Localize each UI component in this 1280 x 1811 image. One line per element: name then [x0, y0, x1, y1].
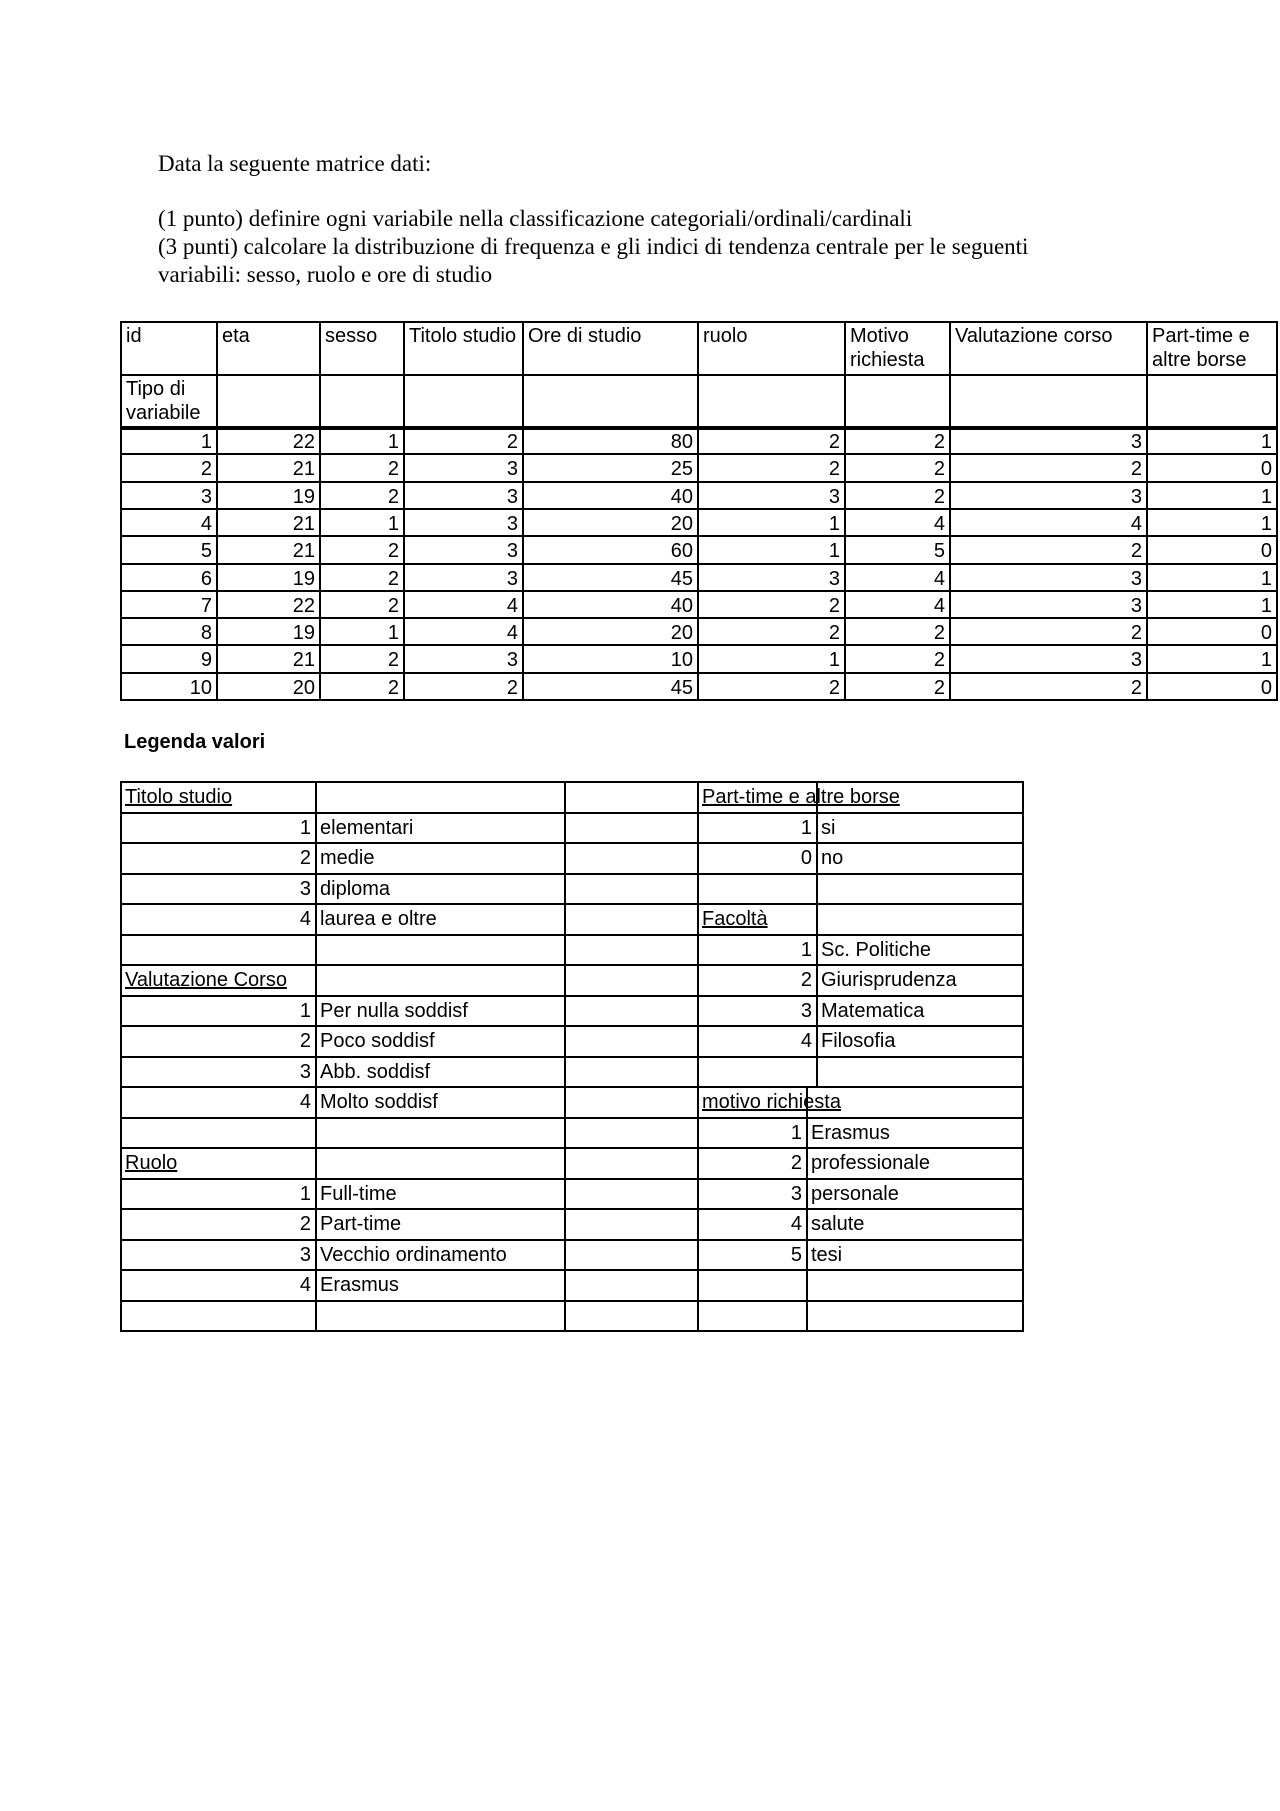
cell-ore-di-studio: 60 — [522, 535, 699, 565]
cell-ruolo: 1 — [697, 644, 846, 674]
tipo-cell-eta — [216, 374, 321, 430]
cell-id: 4 — [120, 508, 218, 537]
cell-titolo-studio: 3 — [403, 453, 524, 483]
spacer-cell — [564, 1178, 699, 1210]
left-code: 3 — [120, 873, 317, 905]
left-code — [120, 934, 317, 966]
right-label: no — [816, 842, 1024, 875]
right-label: professionale — [806, 1147, 1024, 1180]
cell-id: 9 — [120, 644, 218, 674]
cell-part-time: 1 — [1146, 644, 1278, 674]
cell-sesso: 2 — [319, 590, 405, 619]
right-code — [697, 1300, 808, 1332]
header-titolo-studio: Titolo studio — [403, 321, 524, 376]
intro-line-4: variabili: sesso, ruolo e ore di studio — [158, 262, 493, 287]
right-section-header: Part-time e altre borse — [697, 781, 818, 814]
cell-sesso: 2 — [319, 535, 405, 565]
left-code — [120, 1300, 317, 1332]
right-code — [697, 1056, 818, 1088]
cell-eta: 21 — [216, 508, 321, 537]
tipo-cell-titolo-studio — [403, 374, 524, 430]
left-code: 1 — [120, 995, 317, 1027]
right-label: si — [816, 812, 1024, 844]
cell-ore-di-studio: 80 — [522, 426, 699, 455]
spacer-cell — [564, 934, 699, 966]
cell-sesso: 1 — [319, 426, 405, 455]
header-ruolo: ruolo — [697, 321, 846, 376]
cell-id: 3 — [120, 481, 218, 510]
cell-ruolo: 2 — [697, 672, 846, 701]
cell-motivo-richiesta: 2 — [844, 453, 951, 483]
left-label — [315, 1117, 566, 1149]
spacer-cell — [564, 903, 699, 936]
intro-text — [158, 150, 1258, 289]
left-label — [315, 934, 566, 966]
spacer-cell — [564, 1056, 699, 1088]
cell-eta: 19 — [216, 617, 321, 646]
cell-id: 10 — [120, 672, 218, 701]
spacer-cell — [564, 1269, 699, 1302]
right-label: Sc. Politiche — [816, 934, 1024, 966]
right-code: 2 — [697, 1147, 808, 1180]
cell-ruolo: 1 — [697, 535, 846, 565]
left-code: 2 — [120, 1025, 317, 1058]
cell-titolo-studio: 3 — [403, 535, 524, 565]
cell-part-time: 0 — [1146, 453, 1278, 483]
left-label: Part-time — [315, 1208, 566, 1241]
cell-ore-di-studio: 20 — [522, 617, 699, 646]
left-section-header: Valutazione Corso — [120, 964, 317, 997]
spacer-cell — [564, 1147, 699, 1180]
cell-ore-di-studio: 40 — [522, 481, 699, 510]
cell-motivo-richiesta: 2 — [844, 672, 951, 701]
right-code: 0 — [697, 842, 818, 875]
cell-valutazione-corso: 3 — [949, 590, 1148, 619]
cell-titolo-studio: 3 — [403, 563, 524, 592]
cell-motivo-richiesta: 5 — [844, 535, 951, 565]
tipo-cell-valutazione-corso — [949, 374, 1148, 430]
cell-id: 5 — [120, 535, 218, 565]
cell-ore-di-studio: 20 — [522, 508, 699, 537]
right-label: personale — [806, 1178, 1024, 1210]
cell-sesso: 1 — [319, 508, 405, 537]
right-code: 1 — [697, 934, 818, 966]
cell-titolo-studio: 3 — [403, 644, 524, 674]
right-code — [697, 873, 818, 905]
right-code: 4 — [697, 1208, 808, 1241]
header-part-time: Part-time e altre borse — [1146, 321, 1278, 376]
cell-part-time: 1 — [1146, 563, 1278, 592]
left-code: 3 — [120, 1056, 317, 1088]
cell-sesso: 2 — [319, 453, 405, 483]
tipo-cell-sesso — [319, 374, 405, 430]
cell-valutazione-corso: 2 — [949, 535, 1148, 565]
spacer-cell — [564, 812, 699, 844]
cell-eta: 21 — [216, 644, 321, 674]
right-section-header: motivo richiesta — [697, 1086, 808, 1119]
tipo-cell-motivo-richiesta — [844, 374, 951, 430]
right-label: Filosofia — [816, 1025, 1024, 1058]
left-label: Poco soddisf — [315, 1025, 566, 1058]
cell-eta: 21 — [216, 535, 321, 565]
intro-line-2: (1 punto) definire ogni variabile nella classificazione categoriali/ordinali/cardinali — [158, 206, 913, 231]
left-code: 4 — [120, 1269, 317, 1302]
cell-valutazione-corso: 3 — [949, 481, 1148, 510]
cell-ruolo: 2 — [697, 426, 846, 455]
cell-valutazione-corso: 3 — [949, 563, 1148, 592]
spacer-cell — [564, 964, 699, 997]
cell-valutazione-corso: 3 — [949, 426, 1148, 455]
cell-sesso: 2 — [319, 481, 405, 510]
cell-ore-di-studio: 25 — [522, 453, 699, 483]
cell-valutazione-corso: 4 — [949, 508, 1148, 537]
header-motivo-richiesta: Motivo richiesta — [844, 321, 951, 376]
left-label: laurea e oltre — [315, 903, 566, 936]
cell-part-time: 0 — [1146, 535, 1278, 565]
intro-line-3: (3 punti) calcolare la distribuzione di frequenza e gli indici di tendenza centrale per le seguenti — [158, 234, 1029, 259]
left-label: Erasmus — [315, 1269, 566, 1302]
right-code: 1 — [697, 812, 818, 844]
cell-titolo-studio: 2 — [403, 672, 524, 701]
spacer-cell — [564, 1239, 699, 1271]
cell-part-time: 1 — [1146, 508, 1278, 537]
left-code: 1 — [120, 812, 317, 844]
right-code: 3 — [697, 1178, 808, 1210]
left-label: Full-time — [315, 1178, 566, 1210]
cell-motivo-richiesta: 2 — [844, 644, 951, 674]
cell-titolo-studio: 2 — [403, 426, 524, 455]
spacer-cell — [564, 842, 699, 875]
legend-title: Legenda valori — [124, 731, 266, 753]
cell-eta: 22 — [216, 590, 321, 619]
left-label: medie — [315, 842, 566, 875]
cell-titolo-studio: 4 — [403, 617, 524, 646]
cell-motivo-richiesta: 4 — [844, 508, 951, 537]
cell-id: 2 — [120, 453, 218, 483]
cell-ore-di-studio: 45 — [522, 563, 699, 592]
cell-eta: 21 — [216, 453, 321, 483]
left-code: 4 — [120, 1086, 317, 1119]
right-code: 1 — [697, 1117, 808, 1149]
right-code: 5 — [697, 1239, 808, 1271]
cell-ruolo: 3 — [697, 563, 846, 592]
left-empty-cell — [315, 964, 566, 997]
cell-id: 1 — [120, 426, 218, 455]
left-label: diploma — [315, 873, 566, 905]
spacer-cell — [564, 1086, 699, 1119]
cell-sesso: 2 — [319, 672, 405, 701]
right-label: tesi — [806, 1239, 1024, 1271]
cell-valutazione-corso: 3 — [949, 644, 1148, 674]
left-label: Abb. soddisf — [315, 1056, 566, 1088]
tipo-cell-ruolo — [697, 374, 846, 430]
right-empty-cell — [816, 903, 1024, 936]
spacer-cell — [564, 1300, 699, 1332]
cell-ruolo: 2 — [697, 453, 846, 483]
left-section-header: Ruolo — [120, 1147, 317, 1180]
cell-id: 8 — [120, 617, 218, 646]
cell-ruolo: 3 — [697, 481, 846, 510]
cell-valutazione-corso: 2 — [949, 672, 1148, 701]
cell-ore-di-studio: 40 — [522, 590, 699, 619]
right-code: 3 — [697, 995, 818, 1027]
cell-motivo-richiesta: 2 — [844, 617, 951, 646]
tipo-cell-part-time — [1146, 374, 1278, 430]
spacer-cell — [564, 1025, 699, 1058]
right-label: salute — [806, 1208, 1024, 1241]
right-label — [806, 1300, 1024, 1332]
cell-part-time: 1 — [1146, 590, 1278, 619]
header-id: id — [120, 321, 218, 376]
cell-eta: 19 — [216, 563, 321, 592]
left-empty-cell — [315, 1147, 566, 1180]
cell-titolo-studio: 3 — [403, 508, 524, 537]
left-label: Per nulla soddisf — [315, 995, 566, 1027]
left-label: elementari — [315, 812, 566, 844]
cell-motivo-richiesta: 4 — [844, 563, 951, 592]
cell-eta: 22 — [216, 426, 321, 455]
cell-eta: 20 — [216, 672, 321, 701]
left-label — [315, 1300, 566, 1332]
cell-motivo-richiesta: 2 — [844, 426, 951, 455]
right-label — [816, 1056, 1024, 1088]
cell-sesso: 2 — [319, 563, 405, 592]
cell-ruolo: 2 — [697, 590, 846, 619]
header-ore-di-studio: Ore di studio — [522, 321, 699, 376]
tipo-variabile-label: Tipo di variabile — [120, 374, 218, 430]
left-label: Vecchio ordinamento — [315, 1239, 566, 1271]
header-sesso: sesso — [319, 321, 405, 376]
cell-motivo-richiesta: 4 — [844, 590, 951, 619]
cell-titolo-studio: 3 — [403, 481, 524, 510]
intro-line-1: Data la seguente matrice dati: — [158, 151, 432, 176]
cell-sesso: 2 — [319, 644, 405, 674]
right-code — [697, 1269, 808, 1302]
right-label: Giurisprudenza — [816, 964, 1024, 997]
right-label: Erasmus — [806, 1117, 1024, 1149]
cell-eta: 19 — [216, 481, 321, 510]
right-code: 2 — [697, 964, 818, 997]
left-code: 2 — [120, 1208, 317, 1241]
right-section-header: Facoltà — [697, 903, 818, 936]
cell-id: 6 — [120, 563, 218, 592]
cell-valutazione-corso: 2 — [949, 453, 1148, 483]
spacer-cell — [564, 781, 699, 814]
cell-part-time: 0 — [1146, 617, 1278, 646]
cell-ruolo: 1 — [697, 508, 846, 537]
tipo-cell-ore-di-studio — [522, 374, 699, 430]
cell-part-time: 1 — [1146, 426, 1278, 455]
left-code — [120, 1117, 317, 1149]
cell-motivo-richiesta: 2 — [844, 481, 951, 510]
spacer-cell — [564, 873, 699, 905]
header-eta: eta — [216, 321, 321, 376]
cell-ore-di-studio: 10 — [522, 644, 699, 674]
left-code: 1 — [120, 1178, 317, 1210]
right-label — [816, 873, 1024, 905]
spacer-cell — [564, 995, 699, 1027]
right-label — [806, 1269, 1024, 1302]
cell-sesso: 1 — [319, 617, 405, 646]
cell-valutazione-corso: 2 — [949, 617, 1148, 646]
left-label: Molto soddisf — [315, 1086, 566, 1119]
cell-part-time: 0 — [1146, 672, 1278, 701]
cell-id: 7 — [120, 590, 218, 619]
right-code: 4 — [697, 1025, 818, 1058]
spacer-cell — [564, 1208, 699, 1241]
header-valutazione-corso: Valutazione corso — [949, 321, 1148, 376]
cell-ore-di-studio: 45 — [522, 672, 699, 701]
cell-titolo-studio: 4 — [403, 590, 524, 619]
cell-part-time: 1 — [1146, 481, 1278, 510]
left-code: 4 — [120, 903, 317, 936]
spacer-cell — [564, 1117, 699, 1149]
left-section-header: Titolo studio — [120, 781, 317, 814]
right-label: Matematica — [816, 995, 1024, 1027]
left-code: 3 — [120, 1239, 317, 1271]
left-code: 2 — [120, 842, 317, 875]
left-empty-cell — [315, 781, 566, 814]
cell-ruolo: 2 — [697, 617, 846, 646]
